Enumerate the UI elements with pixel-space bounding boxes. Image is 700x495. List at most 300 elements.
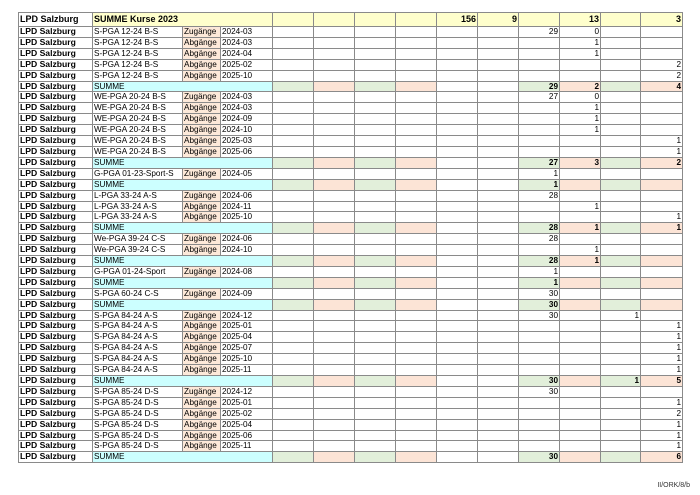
summary-cell	[519, 13, 560, 27]
empty-cell	[478, 430, 519, 441]
movement-date: 2025-04	[221, 419, 273, 430]
org-cell: LPD Salzburg	[19, 430, 93, 441]
empty-cell	[396, 168, 437, 179]
zugaenge-2025-value	[601, 354, 641, 365]
summe-zugaenge: 30	[519, 376, 560, 387]
shaded-cell	[273, 452, 314, 463]
zugaenge-value	[519, 419, 560, 430]
empty-cell	[355, 190, 396, 201]
course-row	[19, 288, 683, 299]
org-cell: LPD Salzburg	[19, 408, 93, 419]
empty-cell	[314, 386, 355, 397]
zugaenge-value	[519, 212, 560, 223]
empty-cell	[273, 70, 314, 81]
course-row	[19, 136, 683, 147]
course-row	[19, 332, 683, 343]
empty-cell	[355, 201, 396, 212]
document-reference: II/ORK/8/b	[657, 482, 690, 489]
course-row	[19, 70, 683, 81]
movement-date: 2024-10	[221, 125, 273, 136]
empty-cell	[273, 190, 314, 201]
empty-cell	[314, 59, 355, 70]
shaded-cell	[396, 179, 437, 190]
zugaenge-2025-value	[601, 419, 641, 430]
shaded-cell	[273, 256, 314, 267]
course-row	[19, 190, 683, 201]
movement-date: 2024-10	[221, 245, 273, 256]
summe-label: SUMME	[93, 223, 273, 234]
empty-cell	[478, 70, 519, 81]
abgaenge-2025-value	[641, 310, 683, 321]
summe-abgaenge-2025: 5	[641, 376, 683, 387]
abgaenge-2025-value: 1	[641, 343, 683, 354]
course-name: WE-PGA 20-24 B-S	[93, 125, 183, 136]
empty-cell	[437, 234, 478, 245]
empty-cell	[437, 125, 478, 136]
org-cell: LPD Salzburg	[19, 452, 93, 463]
zugaenge-2025-value	[601, 365, 641, 376]
org-cell: LPD Salzburg	[19, 136, 93, 147]
empty-cell	[437, 441, 478, 452]
movement-date: 2024-03	[221, 92, 273, 103]
org-cell: LPD Salzburg	[19, 343, 93, 354]
empty-cell	[478, 441, 519, 452]
course-name: S-PGA 84-24 A-S	[93, 354, 183, 365]
abgaenge-2025-value: 1	[641, 397, 683, 408]
summe-label: SUMME	[93, 277, 273, 288]
summe-row	[19, 299, 683, 310]
zugaenge-value	[519, 354, 560, 365]
abgaenge-2025-value: 1	[641, 136, 683, 147]
movement-type: Zugänge	[183, 266, 221, 277]
abgaenge-2024-value	[560, 288, 601, 299]
movement-date: 2025-04	[221, 332, 273, 343]
zugaenge-2025-value	[601, 321, 641, 332]
course-name: S-PGA 85-24 D-S	[93, 441, 183, 452]
movement-date: 2025-10	[221, 70, 273, 81]
empty-cell	[355, 354, 396, 365]
summe-zugaenge: 1	[519, 179, 560, 190]
course-row	[19, 397, 683, 408]
summe-zugaenge-2025	[601, 277, 641, 288]
empty-cell	[273, 27, 314, 38]
movement-date: 2024-06	[221, 234, 273, 245]
empty-cell	[478, 376, 519, 387]
zugaenge-value	[519, 408, 560, 419]
empty-cell	[396, 37, 437, 48]
summe-zugaenge-2025	[601, 157, 641, 168]
empty-cell	[355, 168, 396, 179]
zugaenge-2025-value	[601, 190, 641, 201]
empty-cell	[314, 125, 355, 136]
summe-label: SUMME	[93, 256, 273, 267]
course-name: S-PGA 60-24 C-S	[93, 288, 183, 299]
abgaenge-2024-value	[560, 397, 601, 408]
empty-cell	[437, 299, 478, 310]
movement-date: 2024-11	[221, 201, 273, 212]
course-row	[19, 343, 683, 354]
empty-cell	[437, 332, 478, 343]
empty-cell	[437, 386, 478, 397]
empty-cell	[355, 386, 396, 397]
shaded-cell	[355, 299, 396, 310]
shaded-cell	[273, 299, 314, 310]
summary-title: SUMME Kurse 2023	[93, 13, 273, 27]
empty-cell	[273, 266, 314, 277]
course-name: WE-PGA 20-24 B-S	[93, 114, 183, 125]
movement-type: Abgänge	[183, 70, 221, 81]
empty-cell	[437, 48, 478, 59]
abgaenge-2025-value	[641, 103, 683, 114]
org-cell: LPD Salzburg	[19, 70, 93, 81]
empty-cell	[355, 59, 396, 70]
empty-cell	[437, 277, 478, 288]
abgaenge-2024-value	[560, 146, 601, 157]
course-name: S-PGA 84-24 A-S	[93, 332, 183, 343]
empty-cell	[314, 201, 355, 212]
zugaenge-value: 30	[519, 288, 560, 299]
empty-cell	[355, 146, 396, 157]
abgaenge-2024-value	[560, 441, 601, 452]
empty-cell	[355, 321, 396, 332]
summe-abgaenge-2024	[560, 277, 601, 288]
org-cell: LPD Salzburg	[19, 256, 93, 267]
abgaenge-2025-value	[641, 168, 683, 179]
empty-cell	[355, 397, 396, 408]
movement-date: 2025-02	[221, 59, 273, 70]
empty-cell	[273, 343, 314, 354]
empty-cell	[437, 136, 478, 147]
summary-total-zugaenge: 156	[437, 13, 478, 27]
empty-cell	[273, 332, 314, 343]
empty-cell	[437, 365, 478, 376]
shaded-cell	[314, 81, 355, 92]
empty-cell	[478, 223, 519, 234]
movement-date: 2025-01	[221, 397, 273, 408]
abgaenge-2025-value: 2	[641, 70, 683, 81]
summe-abgaenge-2025	[641, 299, 683, 310]
zugaenge-2025-value	[601, 397, 641, 408]
summe-abgaenge-2024: 3	[560, 157, 601, 168]
zugaenge-value	[519, 201, 560, 212]
empty-cell	[355, 288, 396, 299]
summe-zugaenge: 28	[519, 256, 560, 267]
course-row	[19, 59, 683, 70]
empty-cell	[437, 288, 478, 299]
org-cell: LPD Salzburg	[19, 179, 93, 190]
summe-abgaenge-2024	[560, 179, 601, 190]
empty-cell	[478, 212, 519, 223]
empty-cell	[396, 332, 437, 343]
empty-cell	[396, 310, 437, 321]
org-cell: LPD Salzburg	[19, 365, 93, 376]
empty-cell	[478, 190, 519, 201]
empty-cell	[396, 354, 437, 365]
abgaenge-2025-value	[641, 92, 683, 103]
zugaenge-value	[519, 146, 560, 157]
course-name: L-PGA 33-24 A-S	[93, 212, 183, 223]
summary-cell: 3	[641, 13, 683, 27]
empty-cell	[273, 354, 314, 365]
shaded-cell	[273, 157, 314, 168]
empty-cell	[478, 103, 519, 114]
zugaenge-value: 27	[519, 92, 560, 103]
summe-zugaenge-2025	[601, 452, 641, 463]
empty-cell	[355, 125, 396, 136]
abgaenge-2024-value	[560, 332, 601, 343]
shaded-cell	[314, 256, 355, 267]
course-name: WE-PGA 20-24 B-S	[93, 146, 183, 157]
summe-abgaenge-2025	[641, 277, 683, 288]
empty-cell	[355, 234, 396, 245]
org-cell: LPD Salzburg	[19, 13, 93, 27]
zugaenge-2025-value	[601, 136, 641, 147]
empty-cell	[437, 321, 478, 332]
empty-cell	[437, 266, 478, 277]
abgaenge-2024-value	[560, 168, 601, 179]
zugaenge-value: 30	[519, 310, 560, 321]
empty-cell	[314, 48, 355, 59]
empty-cell	[437, 256, 478, 267]
zugaenge-value	[519, 59, 560, 70]
abgaenge-2024-value	[560, 354, 601, 365]
movement-type: Abgänge	[183, 201, 221, 212]
movement-type: Zugänge	[183, 310, 221, 321]
empty-cell	[273, 212, 314, 223]
empty-cell	[273, 245, 314, 256]
empty-cell	[396, 103, 437, 114]
movement-type: Abgänge	[183, 212, 221, 223]
abgaenge-2024-value	[560, 343, 601, 354]
summe-zugaenge: 27	[519, 157, 560, 168]
org-cell: LPD Salzburg	[19, 125, 93, 136]
shaded-cell	[355, 179, 396, 190]
empty-cell	[355, 48, 396, 59]
empty-cell	[273, 136, 314, 147]
empty-cell	[396, 397, 437, 408]
movement-type: Abgänge	[183, 397, 221, 408]
zugaenge-2025-value	[601, 408, 641, 419]
movement-type: Abgänge	[183, 125, 221, 136]
empty-cell	[273, 310, 314, 321]
shaded-cell	[396, 299, 437, 310]
empty-cell	[314, 430, 355, 441]
empty-cell	[437, 408, 478, 419]
course-row	[19, 321, 683, 332]
empty-cell	[478, 234, 519, 245]
course-row	[19, 103, 683, 114]
course-row	[19, 365, 683, 376]
course-row	[19, 48, 683, 59]
empty-cell	[437, 92, 478, 103]
summe-label: SUMME	[93, 299, 273, 310]
zugaenge-value	[519, 245, 560, 256]
empty-cell	[478, 92, 519, 103]
zugaenge-value	[519, 136, 560, 147]
org-cell: LPD Salzburg	[19, 27, 93, 38]
movement-type: Abgänge	[183, 48, 221, 59]
empty-cell	[478, 245, 519, 256]
empty-cell	[273, 321, 314, 332]
org-cell: LPD Salzburg	[19, 310, 93, 321]
empty-cell	[437, 59, 478, 70]
empty-cell	[396, 114, 437, 125]
zugaenge-2025-value	[601, 234, 641, 245]
zugaenge-value	[519, 125, 560, 136]
empty-cell	[273, 201, 314, 212]
movement-type: Abgänge	[183, 365, 221, 376]
summe-zugaenge-2025	[601, 223, 641, 234]
zugaenge-2025-value	[601, 212, 641, 223]
org-cell: LPD Salzburg	[19, 212, 93, 223]
empty-cell	[437, 397, 478, 408]
summary-cell: 9	[478, 13, 519, 27]
shaded-cell	[396, 277, 437, 288]
empty-cell	[437, 103, 478, 114]
abgaenge-2025-value	[641, 125, 683, 136]
summe-zugaenge: 1	[519, 277, 560, 288]
empty-cell	[396, 266, 437, 277]
course-row	[19, 114, 683, 125]
empty-cell	[396, 245, 437, 256]
empty-cell	[355, 212, 396, 223]
movement-type: Abgänge	[183, 441, 221, 452]
empty-cell	[396, 288, 437, 299]
empty-cell	[396, 441, 437, 452]
empty-cell	[396, 48, 437, 59]
empty-cell	[273, 125, 314, 136]
summe-abgaenge-2024	[560, 299, 601, 310]
zugaenge-value	[519, 397, 560, 408]
abgaenge-2024-value	[560, 310, 601, 321]
empty-cell	[437, 168, 478, 179]
shaded-cell	[273, 376, 314, 387]
empty-cell	[437, 179, 478, 190]
empty-cell	[396, 212, 437, 223]
empty-cell	[273, 234, 314, 245]
empty-cell	[478, 419, 519, 430]
shaded-cell	[314, 299, 355, 310]
summe-row	[19, 179, 683, 190]
empty-cell	[437, 190, 478, 201]
abgaenge-2024-value: 1	[560, 37, 601, 48]
empty-cell	[437, 223, 478, 234]
summe-zugaenge: 30	[519, 452, 560, 463]
shaded-cell	[314, 452, 355, 463]
summe-abgaenge-2024	[560, 452, 601, 463]
empty-cell	[273, 288, 314, 299]
abgaenge-2024-value	[560, 190, 601, 201]
course-row	[19, 441, 683, 452]
abgaenge-2025-value	[641, 266, 683, 277]
summary-cell	[355, 13, 396, 27]
summe-zugaenge-2025	[601, 179, 641, 190]
zugaenge-2025-value	[601, 201, 641, 212]
zugaenge-2025-value	[601, 266, 641, 277]
empty-cell	[314, 146, 355, 157]
empty-cell	[396, 430, 437, 441]
empty-cell	[273, 365, 314, 376]
empty-cell	[396, 321, 437, 332]
abgaenge-2025-value: 2	[641, 59, 683, 70]
empty-cell	[396, 125, 437, 136]
summe-label: SUMME	[93, 376, 273, 387]
course-name: S-PGA 12-24 B-S	[93, 59, 183, 70]
empty-cell	[355, 343, 396, 354]
shaded-cell	[273, 277, 314, 288]
empty-cell	[478, 408, 519, 419]
summe-abgaenge-2025	[641, 179, 683, 190]
empty-cell	[478, 146, 519, 157]
summe-label: SUMME	[93, 179, 273, 190]
abgaenge-2024-value: 1	[560, 48, 601, 59]
abgaenge-2025-value	[641, 37, 683, 48]
empty-cell	[355, 266, 396, 277]
movement-type: Abgänge	[183, 343, 221, 354]
abgaenge-2024-value: 1	[560, 103, 601, 114]
empty-cell	[478, 37, 519, 48]
zugaenge-2025-value	[601, 386, 641, 397]
shaded-cell	[314, 223, 355, 234]
summe-zugaenge: 30	[519, 299, 560, 310]
course-name: S-PGA 84-24 A-S	[93, 343, 183, 354]
movement-date: 2024-03	[221, 27, 273, 38]
shaded-cell	[396, 157, 437, 168]
abgaenge-2024-value	[560, 234, 601, 245]
org-cell: LPD Salzburg	[19, 288, 93, 299]
course-summary-table	[18, 12, 683, 463]
summe-abgaenge-2025: 1	[641, 223, 683, 234]
shaded-cell	[355, 81, 396, 92]
movement-date: 2025-02	[221, 408, 273, 419]
movement-type: Abgänge	[183, 136, 221, 147]
movement-date: 2024-12	[221, 310, 273, 321]
course-name: G-PGA 01-24-Sport	[93, 266, 183, 277]
empty-cell	[396, 419, 437, 430]
summe-row	[19, 81, 683, 92]
empty-cell	[396, 190, 437, 201]
movement-date: 2024-08	[221, 266, 273, 277]
abgaenge-2024-value: 1	[560, 201, 601, 212]
shaded-cell	[396, 256, 437, 267]
org-cell: LPD Salzburg	[19, 146, 93, 157]
empty-cell	[355, 419, 396, 430]
abgaenge-2025-value	[641, 386, 683, 397]
empty-cell	[396, 201, 437, 212]
course-name: S-PGA 12-24 B-S	[93, 27, 183, 38]
empty-cell	[478, 201, 519, 212]
empty-cell	[355, 103, 396, 114]
empty-cell	[273, 114, 314, 125]
course-name: S-PGA 84-24 A-S	[93, 365, 183, 376]
org-cell: LPD Salzburg	[19, 332, 93, 343]
empty-cell	[478, 179, 519, 190]
org-cell: LPD Salzburg	[19, 245, 93, 256]
zugaenge-value	[519, 37, 560, 48]
summe-label: SUMME	[93, 452, 273, 463]
summe-row	[19, 376, 683, 387]
empty-cell	[437, 81, 478, 92]
movement-type: Zugänge	[183, 386, 221, 397]
summe-row	[19, 223, 683, 234]
abgaenge-2024-value: 0	[560, 27, 601, 38]
abgaenge-2025-value: 1	[641, 212, 683, 223]
shaded-cell	[355, 376, 396, 387]
zugaenge-value: 28	[519, 190, 560, 201]
org-cell: LPD Salzburg	[19, 114, 93, 125]
movement-type: Abgänge	[183, 37, 221, 48]
shaded-cell	[355, 277, 396, 288]
